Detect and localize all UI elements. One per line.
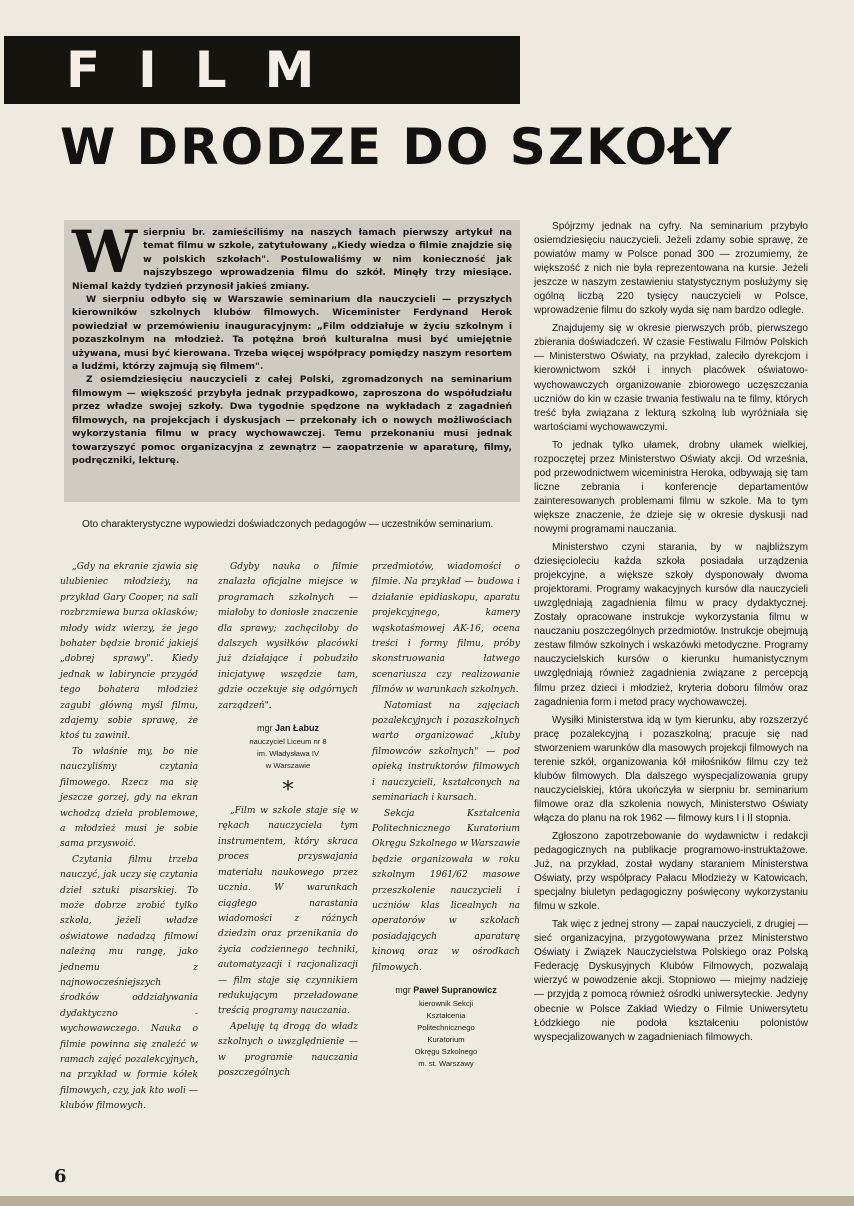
signature-name: mgr Paweł Supranowicz xyxy=(395,984,497,995)
signature-line: kierownik Sekcji xyxy=(418,998,474,1008)
intro-text: Oto charakterystyczne wypowiedzi doświadczonych pedagogów — uczestników seminarium. xyxy=(82,519,494,530)
signature-supranowicz xyxy=(372,984,520,1070)
quote-column-2 xyxy=(218,560,358,1081)
quote-paragraph: Gdyby nauka o filmie znalazła oficjalne miejsce w programach szkolnych — miałoby to doniosłe znaczenie dla sprawy; zachęciłoby do dalszych wysiłków placówki już działające i pobudziło inicjatywę wszędzie tam, gdzie oczekuje się odgórnych zarządzeń". xyxy=(218,562,358,711)
signature-line: Okręgu Szkolnego xyxy=(414,1046,478,1056)
lead-paragraph: Wsierpniu br. zamieściliśmy na naszych łamach pierwszy artykuł na temat filmu w szkole, zatytułowany „Kiedy wiedza o filmie znajdzie się w polskich szkołach". Postulowaliśmy w nim konieczność jak najszybszego wprowadzenia filmu do szkół. Minęły trzy miesiące. Niemal każdy tydzień przynosił jakieś zmiany. xyxy=(72,218,512,292)
quote-paragraph: Apeluję tą drogą do władz szkolnych o uwzględnienie — w programie nauczania poszczególnych xyxy=(218,1021,358,1078)
article-paragraph: Wysiłki Ministerstwa idą w tym kierunku, aby rozszerzyć pracę pozalekcyjną i pozaszkolną; pracuje się nad stworzeniem warunków dla masowych projekcji filmowych na terenie szkół, organizowania kół miłośników filmu czy też klubów filmowych. Dla dalszego wyspecjalizowania grupy nauczycielskiej, która ukończyła w sierpniu br. seminarium filmowe oraz dla szkolenia nowych, Ministerstwo Oświaty włącza do planu na rok 1962 — filmowy kurs I i II stopnia. xyxy=(534,714,808,824)
page-title: W DRODZE DO SZKOŁY xyxy=(60,118,734,176)
lead-paragraph: Z osiemdziesięciu nauczycieli z całej Polski, zgromadzonych na seminarium filmowym — większość przybyła jednak przypadkowo, zaproszona do współudziału przez władze swojej szkoły. Dwa tygodnie spędzone na wykładach z zagadnień filmowych, na projekcjach i dyskusjach — przekonały ich o nowych możliwościach wykorzystania filmu w pracy wychowawczej. Temu przekonaniu musi jednak towarzyszyć pomoc organizacyjna z zewnątrz — zaopatrzenie w aparaturę, filmy, podręczniki, lekturę. xyxy=(72,374,512,466)
article-paragraph: Ministerstwo czyni starania, by w najbliższym dziesięcioleciu każda szkoła posiadała urządzenia projekcyjne, a większe szkoły dysponowały dwoma projektorami. Programy wakacyjnych kursów dla nauczycieli uwzględniają zagadnienia filmu w pracy dydaktycznej. Zostały opracowane instrukcje wykorzystania filmu w nauczaniu poszczególnych przedmiotów. Instrukcje obejmują zestaw filmów szkolnych i wskazówki metodyczne. Programy nauczycielskich kursów o kierunku humanistycznym uwzględniają również zagadnienia związane z percepcją filmu przez dzieci i młodzież, kryteria doboru filmów oraz zagadnienia form i metod pracy wychowawczej. xyxy=(534,542,808,708)
quote-column-3 xyxy=(372,560,520,1070)
article-paragraph: Znajdujemy się w okresie pierwszych prób, pierwszego zbierania doświadczeń. W czasie Festiwalu Filmów Polskich — Ministerstwo Oświaty, na przykład, zaleciło dyrekcjom i kierownictwom szkół i innych placówek oświatowo-wychowawczych organizowanie zbiorowego uczęszczania uczniów do kin w czasie trwania festiwalu na te filmy, których treść była związana z lekturą szkolną lub wyróżniała się wartościami wychowawczymi. xyxy=(534,323,808,433)
quote-paragraph: przedmiotów, wiadomości o filmie. Na przykład — budowa i działanie epidiaskopu, aparatu projekcyjnego, kamery wąskotaśmowej AK-16, ocena treści i formy filmu, próby skonstruowania łatwego scenariusza czy realizowanie filmów w warunkach szkolnych. xyxy=(372,562,520,696)
article-paragraph: Spójrzmy jednak na cyfry. Na seminarium przybyło osiemdziesięciu nauczycieli. Jeżeli zdamy sobie sprawę, że powiatów mamy w Polsce ponad 300 — zrozumiemy, że większość z nich nie była reprezentowana na kursie. Jeżeli jeszcze w naszym zestawieniu statystycznym posłużymy się ogólną liczbą 220 tysięcy nauczycieli w Polsce, wprowadzenie filmu do szkoły wyda się nam bardzo odległe. xyxy=(534,221,808,317)
quote-paragraph: To właśnie my, bo nie nauczyliśmy czytania filmowego. Rzecz ma się jeszcze gorzej, gdy na ekran wchodzą dzieła problemowe, a młodzież musi je sobie sama przyswoić. xyxy=(60,746,198,850)
signature-line: w Warszawie xyxy=(265,761,311,771)
quote-paragraph: Czytania filmu trzeba nauczyć, jak uczy się czytania dzieł sztuki pisarskiej. To może dobrze zrobić tylko szkoła, jeżeli władze oświatowe nadadzą filmowi należną mu rangę, jako jednemu z najnowocześniejszych środków oddziaływania dydaktyczno - wychowawczego. Nauka o filmie powinna się znaleźć w ramach zajęć pozalekcyjnych, na przykład w formie kółek filmowych, czy, jak kto woli — klubów filmowych. xyxy=(60,854,198,1112)
section-separator: * xyxy=(282,778,294,804)
section-banner: FILM xyxy=(4,36,520,104)
article-paragraph: Zgłoszono zapotrzebowanie do wydawnictw i redakcji pedagogicznych na publikacje programowo-instruktażowe. Już, na przykład, został wydany staraniem Ministerstwa Oświaty, przy współpracy Pałacu Młodzieży w Katowicach, specjalny biuletyn pedagogiczny poświęcony wykorzystaniu filmu w szkole. xyxy=(534,830,808,913)
signature-line: im. Władysława IV xyxy=(256,749,320,759)
signature-line: Politechnicznego xyxy=(417,1022,475,1032)
signature-name: mgr Jan Łabuz xyxy=(256,723,320,734)
quote-column-1 xyxy=(60,560,198,1115)
lead-box xyxy=(64,220,520,502)
quote-paragraph: „Film w szkole staje się w rękach nauczyciela tym instrumentem, który skraca proces przyswajania materiału naukowego przez ucznia. W warunkach ciągłego narastania wiadomości z różnych dziedzin oraz przenikania do życia codziennego techniki, automatyzacji i racjonalizacji — film staje się czynnikiem redukującym przeładowane treścią programy nauczania. xyxy=(218,806,358,1017)
signature-line: m. st. Warszawy xyxy=(418,1058,474,1068)
drop-cap: W xyxy=(72,218,138,286)
article-right-column xyxy=(534,220,808,1049)
quote-paragraph: Sekcja Kształcenia Politechnicznego Kuratorium Okręgu Szkolnego w Warszawie będzie organizowała w roku szkolnym 1961/62 masowe przeszkolenie nauczycieli i uczniów klas licealnych na operatorów w szkołach posiadających aparaturę kinową oraz w ośrodkach filmowych. xyxy=(372,808,520,973)
page-edge xyxy=(0,1196,854,1206)
signature-line: Kuratorium xyxy=(427,1034,465,1044)
lead-paragraph: W sierpniu odbyło się w Warszawie seminarium dla nauczycieli — przyszłych kierowników szkolnych klubów filmowych. Wiceminister Ferdynand Herok powiedział w przemówieniu inauguracyjnym: „Film oddziałuje w życiu szkolnym i pozaszkolnym na młodzież. Ta potężna broń kulturalna musi być umiejętnie używana, musi być kierowana. Trzeba więcej współpracy pomiędzy naszym resortem a ludźmi, którzy zajmują się filmem". xyxy=(72,294,512,373)
article-paragraph: To jednak tylko ułamek, drobny ułamek wielkiej, rozpoczętej przez Ministerstwo Oświaty akcji. Od września, pod przewodnictwem wiceministra Heroka, odbywają się tam liczne zebrania i konferencje departamentów zainteresowanych problemami filmu w szkole. Ma to tym większe znaczenie, że dzieje się w okresie dyskusji nad nowymi programami nauczania. xyxy=(534,439,808,535)
quote-paragraph: Natomiast na zajęciach pozalekcyjnych i pozaszkolnych warto organizować „kluby filmowców szkolnych" — pod opieką instruktorów filmowych i nauczycieli, kształconych na seminariach i kursach. xyxy=(372,700,520,804)
signature-line: nauczyciel Liceum nr 8 xyxy=(249,737,327,747)
signature-labuz xyxy=(218,722,358,772)
article-paragraph: Tak więc z jednej strony — zapał nauczycieli, z drugiej — sieć organizacyjna, przygotowywana przez Ministerstwo Oświaty i Związek Nauczycielstwa Polskiego oraz Polską Federację Dyskusyjnych Klubów Filmowych, pozwalają wierzyć w powodzenie akcji. Stopniowo — miejmy nadzieję — przyjdą z pomocą również ośrodki uniwersyteckie. Jedyny obecnie w Polsce Zakład Wiedzy o Filmie Uniwersytetu Łódzkiego nie podoła kształceniu polonistów wyspecjalizowanych w zagadnieniach filmowych. xyxy=(534,919,808,1043)
quote-paragraph: „Gdy na ekranie zjawia się ulubieniec młodzieży, na przykład Gary Cooper, na sali rozbrzmiewa burza oklasków; młody widz wierzy, że jego bohater będzie bronić jakiejś „dobrej sprawy". Kiedy jednak w labiryncie przygód tego bohatera młodzież zagubi główną myśl filmu, zdajemy sobie sprawę, że ktoś tu zawinił. xyxy=(60,562,198,742)
signature-line: Kształcenia xyxy=(426,1010,466,1020)
page-number: 6 xyxy=(54,1166,67,1187)
